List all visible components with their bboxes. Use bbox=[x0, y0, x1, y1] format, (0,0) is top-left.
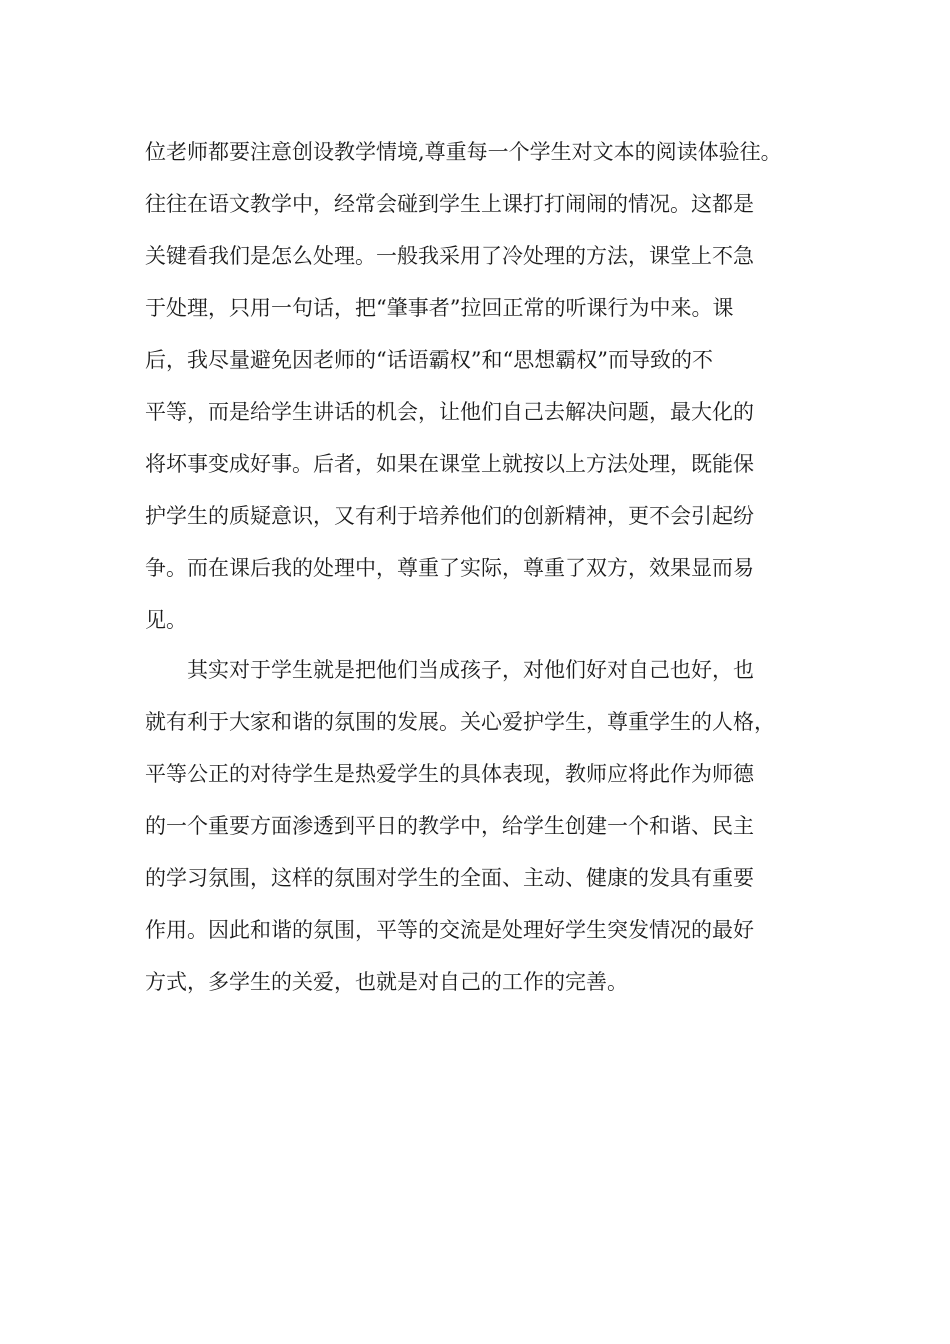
text-line: 位老师都要注意创设教学情境,尊重每一个学生对文本的阅读体验往。 bbox=[145, 140, 782, 164]
paragraph-1 bbox=[145, 126, 825, 646]
text-line: 关键看我们是怎么处理。一般我采用了冷处理的方法，课堂上不急 bbox=[145, 244, 754, 268]
text-line: 方式，多学生的关爱，也就是对自己的工作的完善。 bbox=[145, 970, 628, 994]
text-line: 将坏事变成好事。后者，如果在课堂上就按以上方法处理，既能保 bbox=[145, 452, 754, 476]
text-line: 作用。因此和谐的氛围，平等的交流是处理好学生突发情况的最好 bbox=[145, 918, 754, 942]
text-line: 后，我尽量避免因老师的“话语霸权”和“思想霸权”而导致的不 bbox=[145, 348, 713, 372]
text-line: 平等，而是给学生讲话的机会，让他们自己去解决问题，最大化的 bbox=[145, 400, 754, 424]
text-line: 的学习氛围，这样的氛围对学生的全面、主动、健康的发具有重要 bbox=[145, 866, 754, 890]
text-line: 的一个重要方面渗透到平日的教学中，给学生创建一个和谐、民主 bbox=[145, 814, 754, 838]
text-line: 往往在语文教学中，经常会碰到学生上课打打闹闹的情况。这都是 bbox=[145, 192, 754, 216]
text-line: 于处理，只用一句话，把“肇事者”拉回正常的听课行为中来。课 bbox=[145, 296, 734, 320]
text-line: 争。而在课后我的处理中，尊重了实际，尊重了双方，效果显而易 bbox=[145, 556, 754, 580]
text-line: 平等公正的对待学生是热爱学生的具体表现，教师应将此作为师德 bbox=[145, 762, 754, 786]
paragraph-2 bbox=[145, 644, 825, 1008]
text-line: 就有利于大家和谐的氛围的发展。关心爱护学生，尊重学生的人格， bbox=[145, 710, 775, 734]
text-line: 护学生的质疑意识，又有利于培养他们的创新精神，更不会引起纷 bbox=[145, 504, 754, 528]
text-line: 见。 bbox=[145, 608, 187, 632]
text-line: 其实对于学生就是把他们当成孩子，对他们好对自己也好，也 bbox=[145, 658, 754, 682]
